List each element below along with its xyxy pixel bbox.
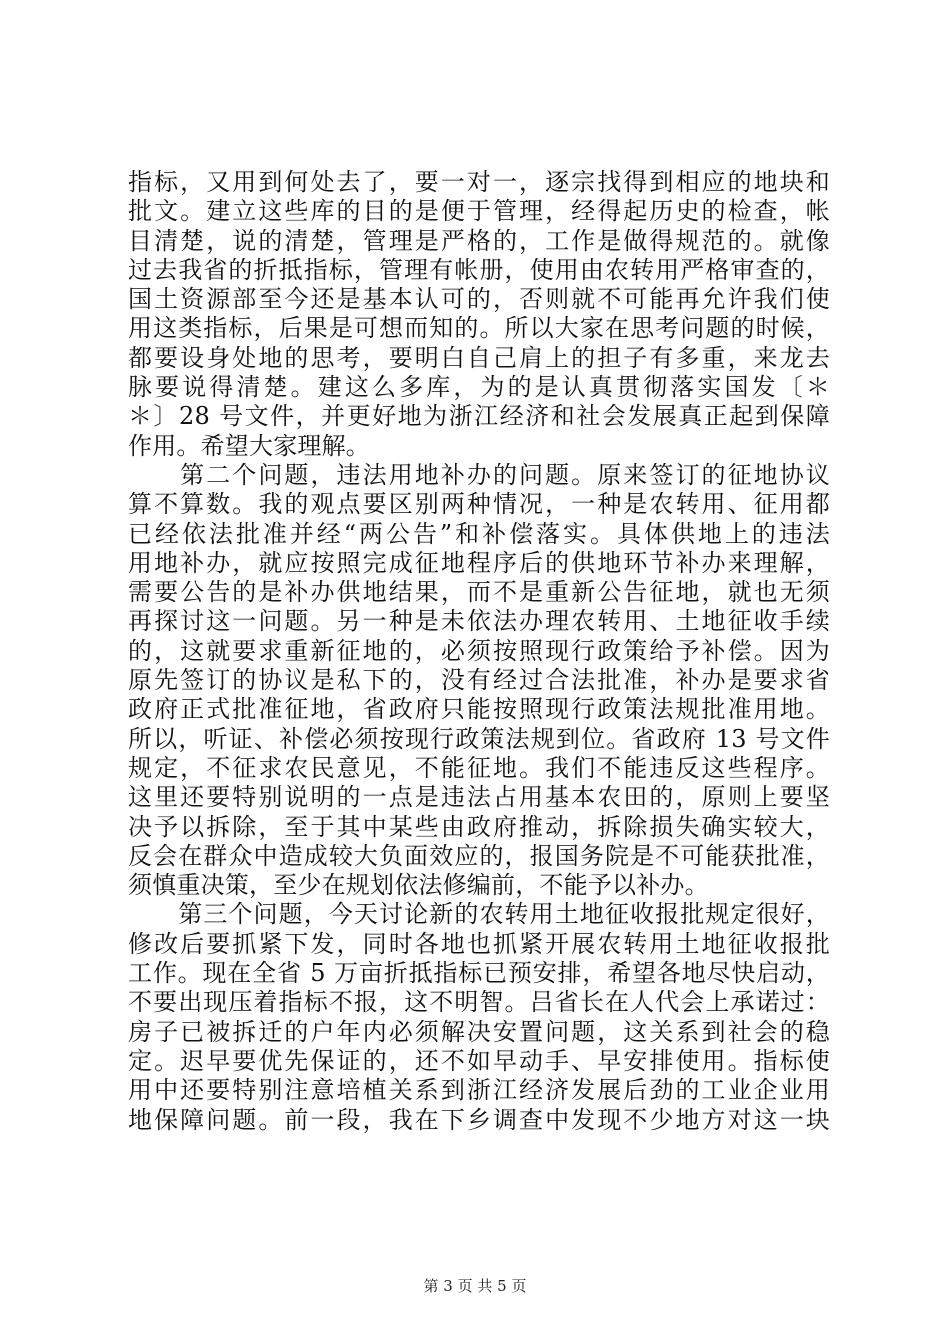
document-body — [128, 168, 830, 1135]
text-line: 决予以拆除，至于其中某些由政府推动，拆除损失确实较大， — [128, 812, 830, 841]
text-line: 第三个问题，今天讨论新的农转用土地征收报批规定很好， — [128, 900, 830, 929]
text-line: 目清楚，说的清楚，管理是严格的，工作是做得规范的。就像 — [128, 226, 830, 255]
text-line: 再探讨这一问题。另一种是未依法办理农转用、土地征收手续 — [128, 607, 830, 636]
text-line: 国土资源部至今还是基本认可的，否则就不可能再允许我们使 — [128, 285, 830, 314]
text-line: 规定，不征求农民意见，不能征地。我们不能违反这些程序。 — [128, 753, 830, 782]
text-line: 修改后要抓紧下发，同时各地也抓紧开展农转用土地征收报批 — [128, 929, 830, 958]
text-line: 工作。现在全省 5 万亩折抵指标已预安排，希望各地尽快启动， — [128, 959, 830, 988]
text-line: 这里还要特别说明的一点是违法占用基本农田的，原则上要坚 — [128, 783, 830, 812]
text-line: 所以，听证、补偿必须按现行政策法规到位。省政府 13 号文件 — [128, 724, 830, 753]
text-line: 用中还要特别注意培植关系到浙江经济发展后劲的工业企业用 — [128, 1076, 830, 1105]
text-line: ＊〕28 号文件，并更好地为浙江经济和社会发展真正起到保障 — [128, 402, 830, 431]
text-line: 原先签订的协议是私下的，没有经过合法批准，补办是要求省 — [128, 666, 830, 695]
text-line: 需要公告的是补办供地结果，而不是重新公告征地，就也无须 — [128, 578, 830, 607]
text-line: 批文。建立这些库的目的是便于管理，经得起历史的检查，帐 — [128, 197, 830, 226]
text-line: 须慎重决策，至少在规划依法修编前，不能予以补办。 — [128, 871, 709, 900]
text-line: 指标，又用到何处去了，要一对一，逐宗找得到相应的地块和 — [128, 168, 830, 196]
text-line: 用这类指标，后果是可想而知的。所以大家在思考问题的时候， — [128, 314, 830, 343]
text-line: 反会在群众中造成较大负面效应的，报国务院是不可能获批准， — [128, 841, 830, 870]
text-line: 房子已被拆迁的户年内必须解决安置问题，这关系到社会的稳 — [128, 1017, 830, 1046]
text-line: 第二个问题，违法用地补办的问题。原来签订的征地协议 — [128, 460, 830, 489]
page-footer: 第 3 页 共 5 页 — [423, 1277, 527, 1295]
text-line: 定。迟早要优先保证的，还不如早动手、早安排使用。指标使 — [128, 1046, 830, 1075]
text-line: 用地补办，就应按照完成征地程序后的供地环节补办来理解， — [128, 548, 830, 577]
text-line: 地保障问题。前一段，我在下乡调查中发现不少地方对这一块 — [128, 1105, 830, 1134]
text-line: 算不算数。我的观点要区别两种情况，一种是农转用、征用都 — [128, 490, 830, 519]
text-line: 过去我省的折抵指标，管理有帐册，使用由农转用严格审查的， — [128, 255, 830, 284]
text-line: 的，这就要求重新征地的，必须按照现行政策给予补偿。因为 — [128, 636, 830, 665]
text-line: 已经依法批准并经“两公告”和补偿落实。具体供地上的违法 — [128, 519, 830, 548]
text-line: 都要设身处地的思考，要明白自己肩上的担子有多重，来龙去 — [128, 343, 830, 372]
text-line: 作用。希望大家理解。 — [128, 431, 370, 460]
text-line: 脉要说得清楚。建这么多库，为的是认真贯彻落实国发〔＊ — [128, 373, 830, 402]
text-line: 政府正式批准征地，省政府只能按照现行政策法规批准用地。 — [128, 695, 830, 724]
text-line: 不要出现压着指标不报，这不明智。吕省长在人代会上承诺过： — [128, 988, 830, 1017]
